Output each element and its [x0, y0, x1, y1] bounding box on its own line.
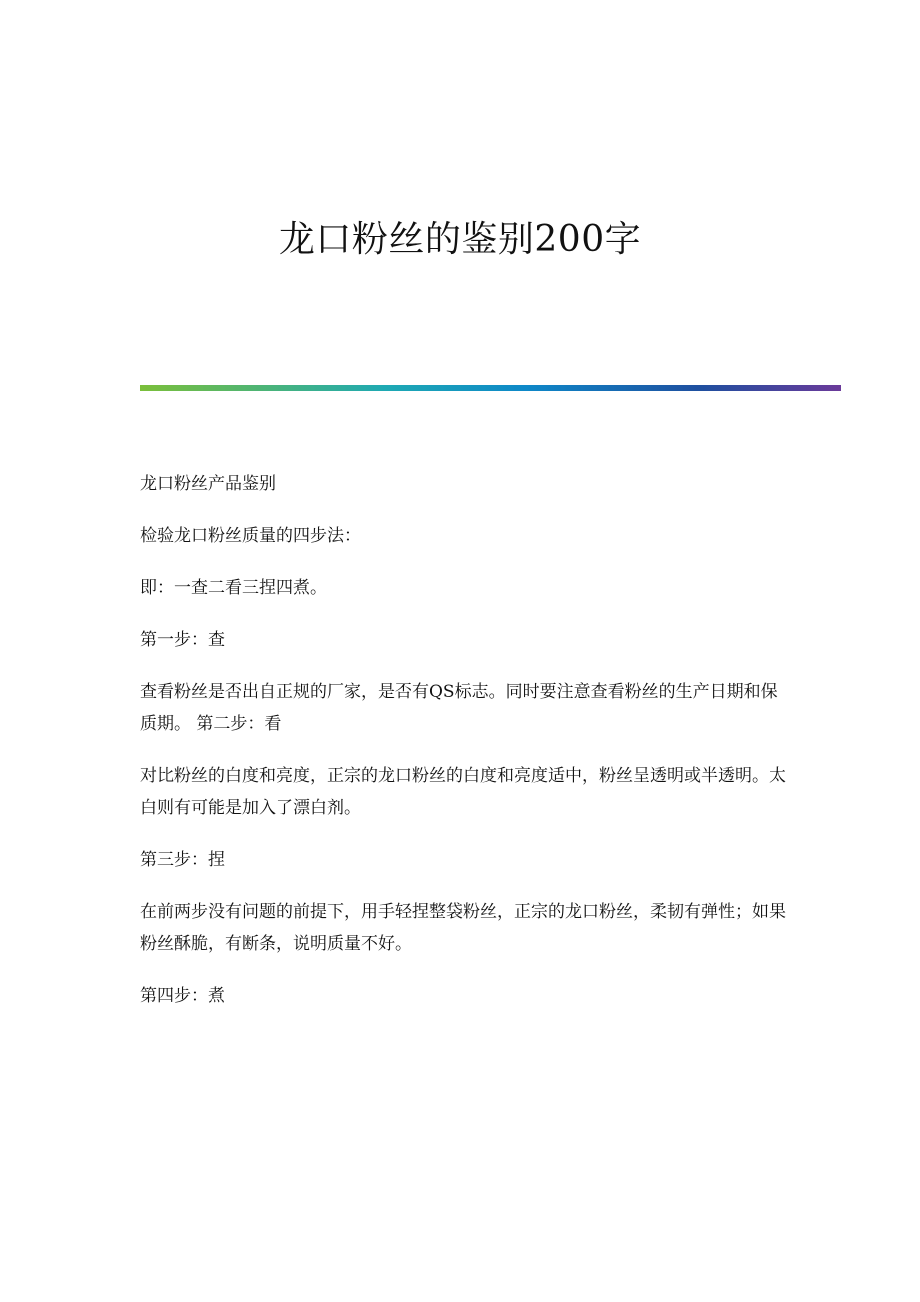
gradient-divider [140, 385, 841, 391]
document-body [140, 468, 790, 1032]
paragraph-method-intro: 检验龙口粉丝质量的四步法： [140, 526, 361, 546]
step-three-heading: 第三步：捏 [140, 850, 225, 870]
step-four-heading: 第四步：煮 [140, 986, 225, 1006]
page-title: 龙口粉丝的鉴别200字 [278, 219, 642, 260]
step-one-heading: 第一步：查 [140, 630, 225, 650]
paragraph-heading: 龙口粉丝产品鉴别 [140, 474, 276, 494]
paragraph-method-summary: 即：一查二看三捏四煮。 [140, 578, 327, 598]
step-two-text: 对比粉丝的白度和亮度，正宗的龙口粉丝的白度和亮度适中，粉丝呈透明或半透明。太白则有可能是加入了漂白剂。 [140, 766, 786, 818]
step-one-text: 查看粉丝是否出自正规的厂家，是否有QS标志。同时要注意查看粉丝的生产日期和保质期。 第二步：看 [140, 682, 778, 734]
step-three-text: 在前两步没有问题的前提下，用手轻捏整袋粉丝，正宗的龙口粉丝，柔韧有弹性；如果粉丝酥脆，有断条，说明质量不好。 [140, 902, 786, 954]
